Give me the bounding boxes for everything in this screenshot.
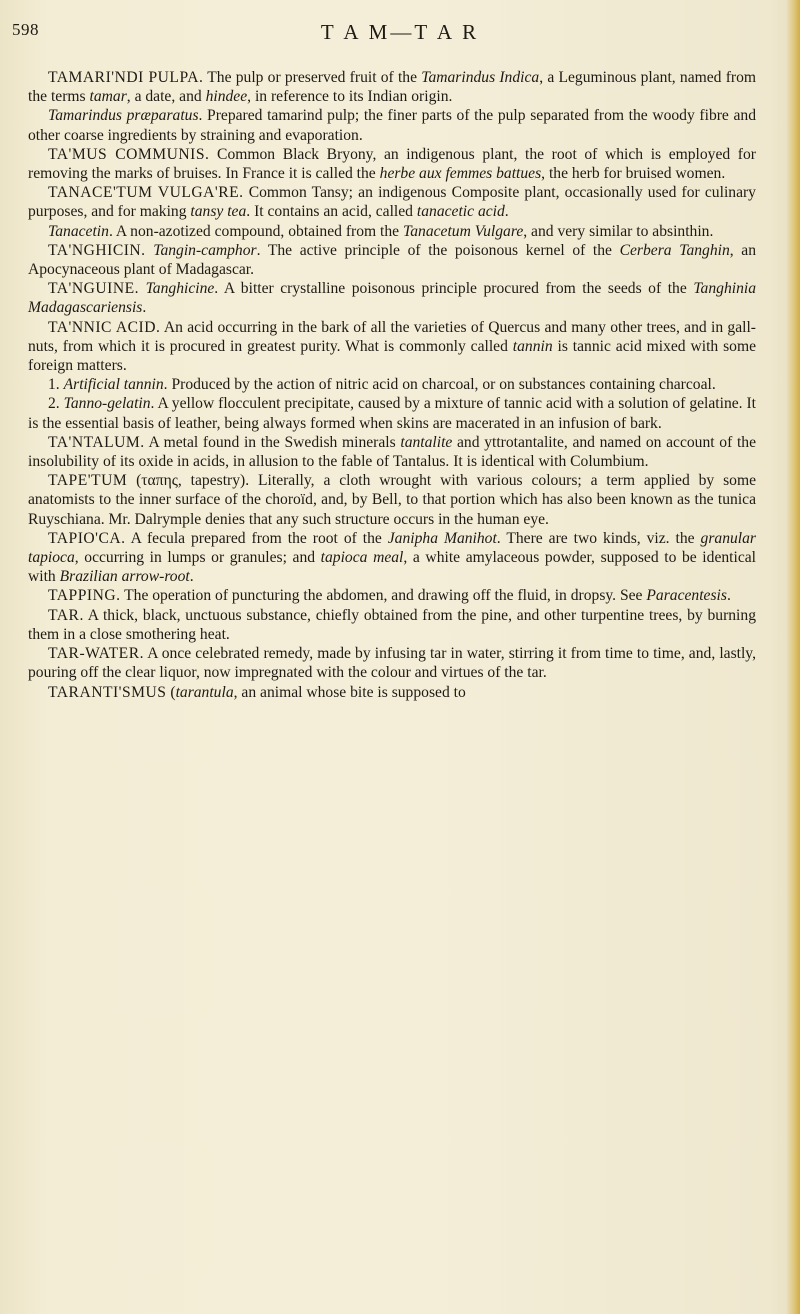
entry-tanghicin: TA'NGHICIN. Tangin-camphor. The active principle of the poisonous kernel of the Cerbera Tanghin, an Apocynaceous plant of Madagascar.: [28, 241, 757, 279]
entry-tapping: TAPPING. The operation of puncturing the abdomen, and drawing off the fluid, in dropsy. See Paracentesis.: [48, 587, 731, 605]
running-head: T A M—T A R: [320, 20, 480, 44]
headword: TA'NTALUM.: [48, 433, 145, 451]
headword: TAR.: [48, 606, 84, 624]
entry-tamus-communis: TA'MUS COMMUNIS. Common Black Bryony, an indigenous plant, the root of which is employed for removing the marks of bruises. In France it is called the herbe aux femmes battues, the herb for bruised women.: [28, 145, 756, 183]
subentry-tanno-gelatin: 2. Tanno-gelatin. A yellow flocculent precipitate, caused by a mixture of tannic acid with a solution of gelatine. It is the essential basis of leather, being always formed when skins are macerated in an infusion of bark.: [28, 395, 757, 432]
headword: TAPIO'CA.: [48, 529, 126, 547]
headword: TAPPING.: [48, 587, 121, 605]
page-number: 598: [12, 20, 39, 39]
page-edge-shadow: [786, 0, 800, 1314]
headword: TAPE'TUM: [48, 472, 128, 490]
entry-tar: TAR. A thick, black, unctuous substance, chiefly obtained from the pine, and other turpentine trees, by burning them in a close smothering heat.: [28, 606, 756, 643]
entry-tantalum: TA'NTALUM. A metal found in the Swedish minerals tantalite and yttrotantalite, and named on account of the insolubility of its oxide in acids, in allusion to the fable of Tantalus. It is identical with Columbium.: [28, 433, 756, 471]
headword: TA'NGHICIN.: [48, 241, 146, 259]
subentry-tanacetin: Tanacetin. A non-azotized compound, obtained from the Tanacetum Vulgare, and very similar to absinthin.: [48, 222, 714, 240]
entry-tanguine: TA'NGUINE. Tanghicine. A bitter crystalline poisonous principle procured from the seeds of the Tanghinia Madagascariensis.: [28, 280, 756, 317]
headword: TARANTI'SMUS: [48, 683, 167, 701]
headword: TAR-WATER.: [48, 645, 145, 663]
headword: TA'NNIC ACID.: [48, 318, 161, 336]
entry-tanacetum-vulgare: TANACE'TUM VULGA'RE. Common Tansy; an indigenous Composite plant, occasionally used for culinary purposes, and for making tansy tea. It contains an acid, called tanacetic acid.: [28, 184, 756, 221]
subentry-artificial-tannin: 1. Artificial tannin. Produced by the action of nitric acid on charcoal, or on substances containing charcoal.: [48, 376, 716, 394]
entry-tar-water: TAR-WATER. A once celebrated remedy, made by infusing tar in water, stirring it from time to time, and, lastly, pouring off the clear liquor, now impregnated with the colour and virtues of the tar.: [28, 645, 756, 682]
headword: TA'NGUINE.: [48, 280, 140, 298]
subentry-tamarindus-praeparatus: Tamarindus præparatus. Prepared tamarind pulp; the finer parts of the pulp separated from the woody fibre and other coarse ingredients by straining and evaporation.: [28, 107, 756, 144]
entry-tannic-acid: TA'NNIC ACID. An acid occurring in the bark of all the varieties of Quercus and many other trees, and in gall-nuts, from which it is procured in greatest purity. What is commonly called tannin is tannic acid mixed with some foreign matters.: [28, 318, 756, 375]
headword: TANACE'TUM VULGA'RE.: [48, 184, 244, 202]
headword: TA'MUS COMMUNIS.: [48, 145, 210, 163]
entry-tarantismus: TARANTI'SMUS (tarantula, an animal whose bite is supposed to: [48, 683, 466, 701]
dictionary-text: [28, 68, 756, 702]
headword: TAMARI'NDI PULPA.: [48, 69, 204, 86]
entry-tamarindi-pulpa: TAMARI'NDI PULPA. The pulp or preserved fruit of the Tamarindus Indica, a Leguminous plant, named from the terms tamar, a date, and hindee, in reference to its Indian origin.: [28, 69, 756, 106]
entry-tapetum: TAPE'TUM (ταπης, tapestry). Literally, a cloth wrought with various colours; a term applied by some anatomists to the inner surface of the choroïd, and, by Bell, to that portion which has also been known as the tunica Ruyschiana. Mr. Dalrymple denies that any such structure occurs in the human eye.: [28, 472, 756, 528]
entry-tapioca: TAPIO'CA. A fecula prepared from the root of the Janipha Manihot. There are two kinds, viz. the granular tapioca, occurring in lumps or granules; and tapioca meal, a white amylaceous powder, supposed to be identical with Brazilian arrow-root.: [28, 529, 756, 586]
